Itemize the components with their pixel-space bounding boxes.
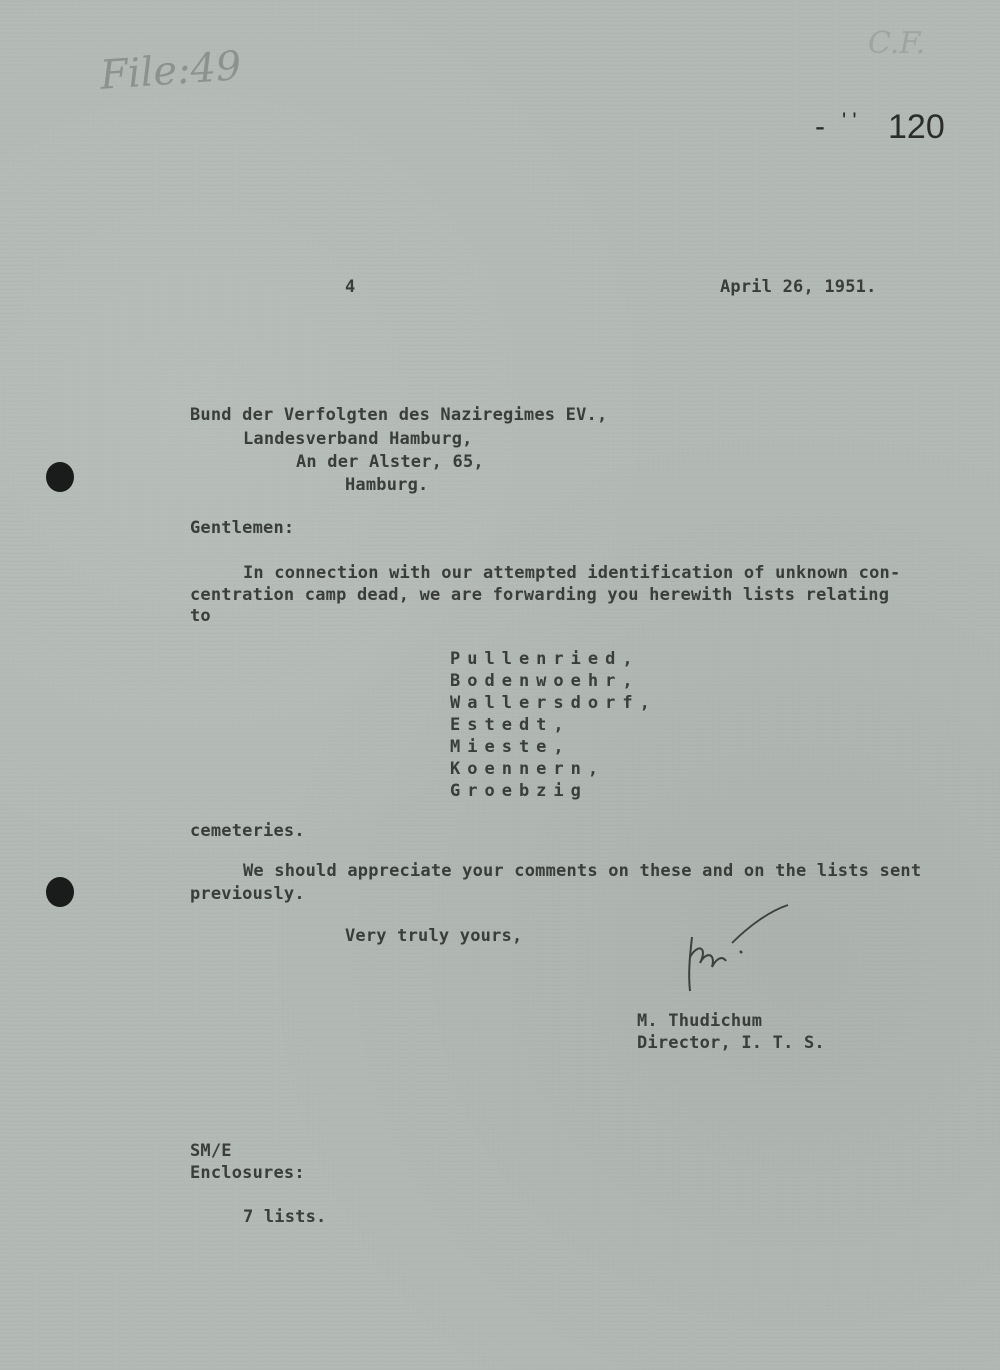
stamp-dash: - — [815, 110, 825, 143]
enclosures-count: 7 lists. — [243, 1207, 327, 1227]
address-line-3: An der Alster, 65, — [296, 452, 484, 472]
address-line-2: Landesverband Hamburg, — [243, 429, 473, 449]
punch-hole-upper — [46, 462, 74, 492]
cemetery-item: Wallersdorf, — [450, 693, 657, 713]
cemetery-item: Bodenwoehr, — [450, 671, 640, 691]
cemetery-item: Koennern, — [450, 759, 606, 779]
cemetery-item: Mieste, — [450, 737, 571, 757]
punch-hole-lower — [46, 877, 74, 907]
address-line-1: Bund der Verfolgten des Naziregimes EV., — [190, 405, 608, 425]
enclosures-label: Enclosures: — [190, 1163, 305, 1183]
paragraph-2-line-2: previously. — [190, 884, 305, 904]
paragraph-1-line-1: In connection with our attempted identification of unknown con- — [243, 563, 901, 583]
stamp-ticks: ' ' — [842, 108, 857, 133]
reference-initials: SM/E — [190, 1141, 232, 1161]
letter-date: April 26, 1951. — [720, 277, 877, 297]
signature-mark — [670, 895, 800, 1005]
cemetery-item: Estedt, — [450, 715, 571, 735]
paragraph-2-line-1: We should appreciate your comments on these and on the lists sent — [243, 861, 922, 881]
file-note-handwritten: File:49 — [98, 43, 243, 99]
cemetery-item: Groebzig — [450, 781, 588, 801]
paragraph-1-line-2: centration camp dead, we are forwarding you herewith lists relating — [190, 585, 890, 605]
salutation: Gentlemen: — [190, 518, 295, 538]
address-line-4: Hamburg. — [345, 475, 429, 495]
page-number-stamp: 120 — [888, 108, 945, 146]
cemetery-item: Pullenried, — [450, 649, 640, 669]
valediction: Very truly yours, — [345, 926, 523, 946]
paragraph-1-line-3: to — [190, 606, 211, 626]
letter-number: 4 — [345, 277, 356, 297]
corner-mark-handwritten: C.F. — [868, 26, 926, 61]
cemeteries-word: cemeteries. — [190, 821, 305, 841]
signer-title: Director, I. T. S. — [637, 1033, 825, 1053]
signer-name: M. Thudichum — [637, 1011, 763, 1031]
